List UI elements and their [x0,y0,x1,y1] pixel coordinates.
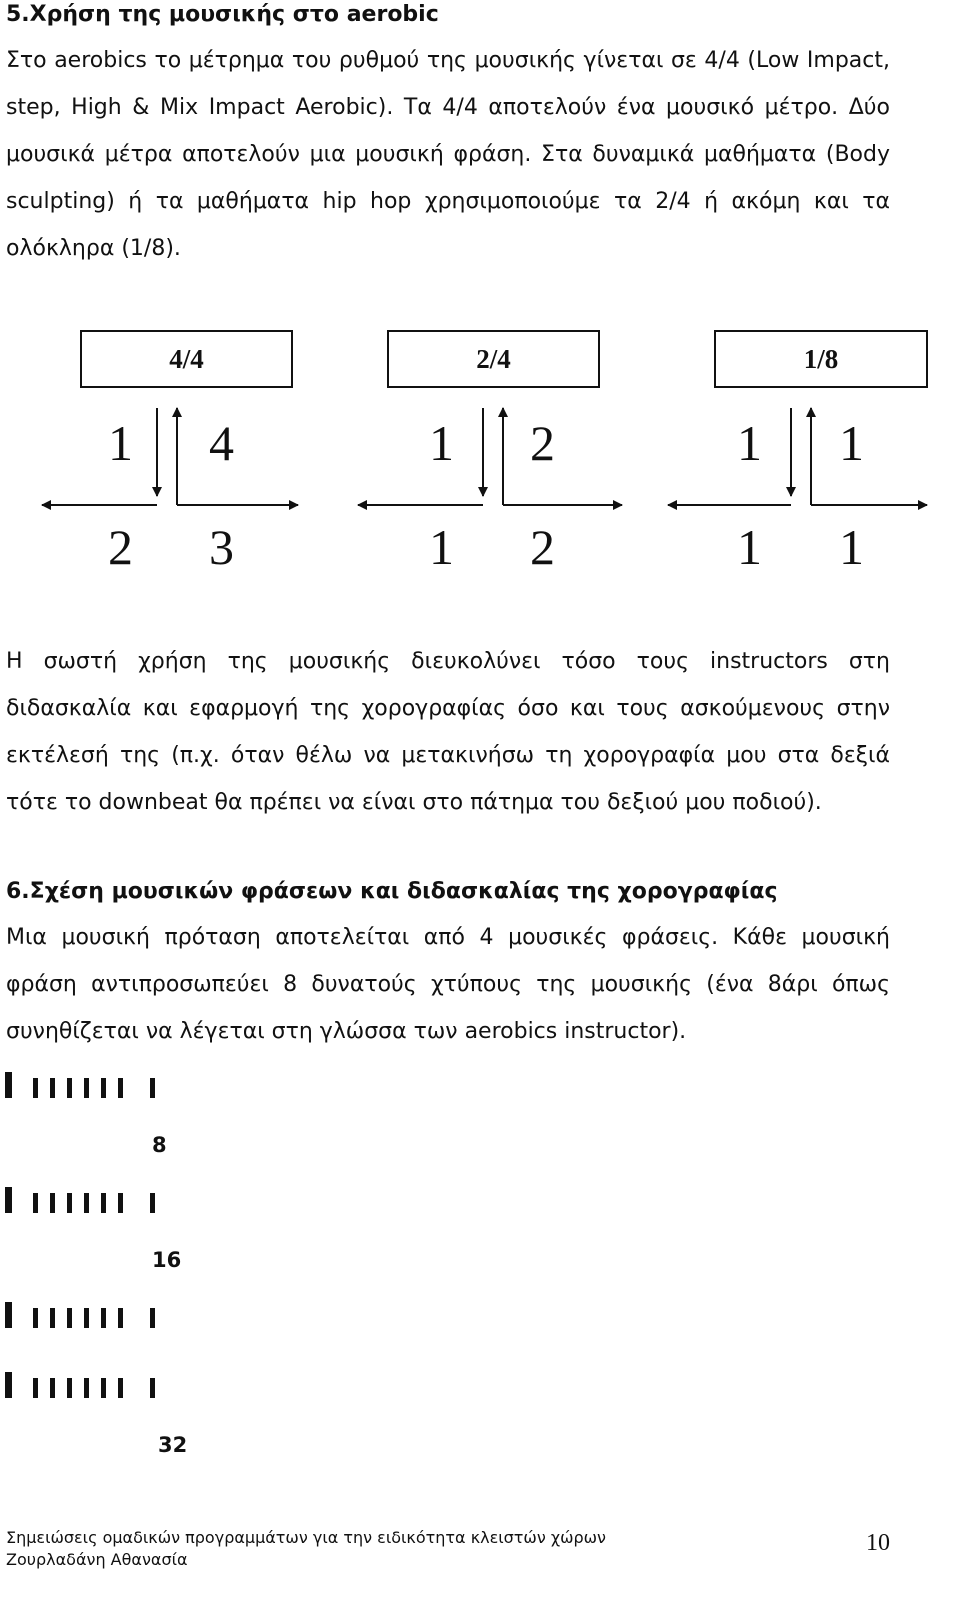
time-signature-box-1-8: 1/8 [714,330,928,388]
arrow-group-4-4 [42,408,298,505]
beat-number: 1 [108,415,133,471]
beat-number: 4 [209,415,234,471]
arrow-group-2-4 [358,408,622,505]
beat-arrows [0,400,960,520]
section-6-paragraph: Μια μουσική πρόταση αποτελείται από 4 μουσικές φράσεις. Κάθε μουσική φράση αντιπροσωπεύει 8 δυνατούς χτύπους της μουσικής (ένα 8άρι όπως συνηθίζεται να λέγεται στη γλώσσα των aerobics instructor). [6,925,890,1044]
beat-number: 1 [429,415,454,471]
phrase-marker-32: 32 [158,1433,188,1457]
page-number: 10 [866,1530,890,1556]
beat-number: 2 [530,415,555,471]
beat-number: 1 [429,519,454,575]
beat-number: 1 [839,519,864,575]
time-signature-box-4-4: 4/4 [80,330,293,388]
beat-tick-row [0,1370,200,1400]
beat-number: 2 [108,519,133,575]
beat-tick-row [0,1185,200,1215]
footer-author: Ζουρλαδάνη Αθανασία [6,1550,188,1569]
beat-number: 1 [737,415,762,471]
beat-number: 2 [530,519,555,575]
beat-number: 1 [737,519,762,575]
beat-number: 1 [839,415,864,471]
beat-number: 3 [209,519,234,575]
phrase-marker-16: 16 [152,1248,182,1272]
section-6-title: 6.Σχέση μουσικών φράσεων και διδασκαλίας της χορογραφίας [6,879,778,904]
time-signature-box-2-4: 2/4 [387,330,600,388]
beat-tick-row [0,1300,200,1330]
section-5-paragraph: Στο aerobics το μέτρημα του ρυθμού της μουσικής γίνεται σε 4/4 (Low Impact, step, High & Mix Impact Aerobic). Τα 4/4 αποτελούν ένα μουσικό μέτρο. Δύο μουσικά μέτρα αποτελούν μια μουσική φράση. Στα δυναμικά μαθήματα (Body sculpting) ή τα μαθήματα hip hop χρησιμοποιούμε τα 2/4 ή ακόμη και τα ολόκληρα (1/8). [6,48,890,261]
footer-course-title: Σημειώσεις ομαδικών προγραμμάτων για την ειδικότητα κλειστών χώρων [6,1528,606,1547]
section-5-title: 5.Χρήση της μουσικής στο aerobic [6,2,439,27]
music-usage-paragraph: Η σωστή χρήση της μουσικής διευκολύνει τόσο τους instructors στη διδασκαλία και εφαρμογή της χορογραφίας όσο και τους ασκούμενους στην εκτέλεσή της (π.χ. όταν θέλω να μετακινήσω τη χορογραφία μου στα δεξιά τότε το downbeat θα πρέπει να είναι στο πάτημα του δεξιού μου ποδιού). [6,649,890,815]
beat-tick-row [0,1070,200,1100]
phrase-marker-8: 8 [152,1133,167,1157]
arrow-group-1-8 [668,408,927,505]
